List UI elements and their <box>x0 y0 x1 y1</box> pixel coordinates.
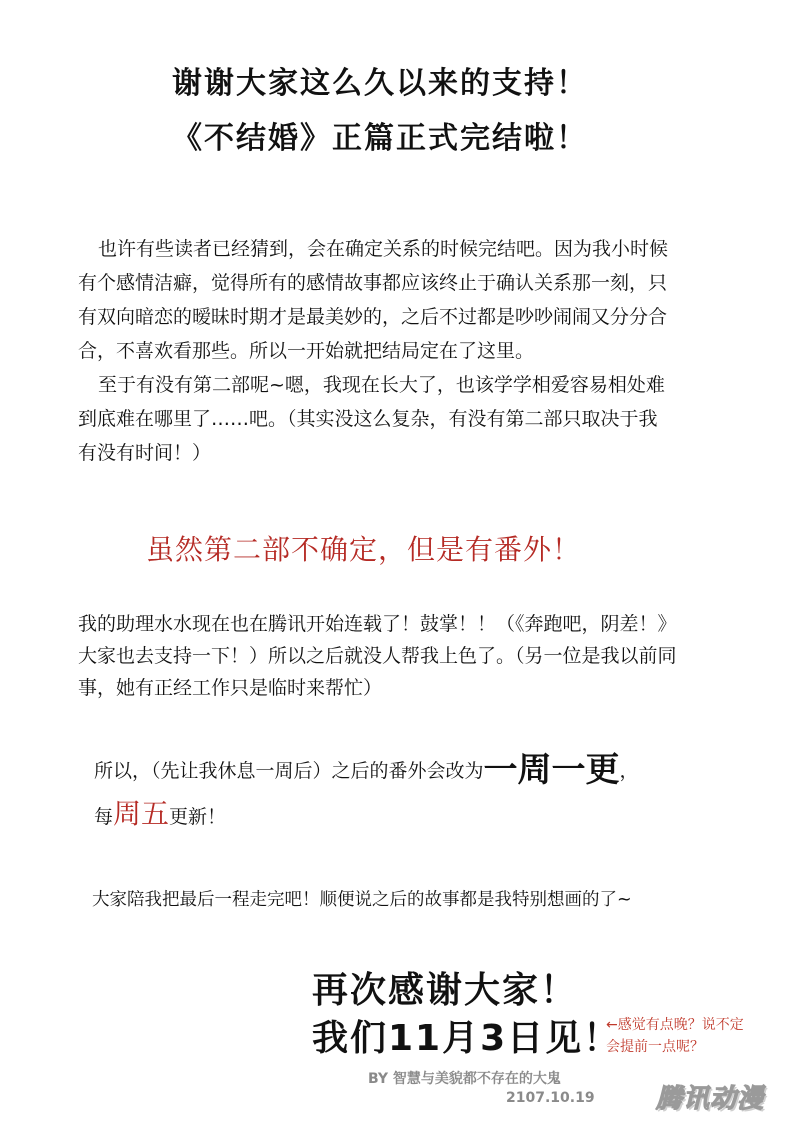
schedule-friday: 周五 <box>113 797 170 830</box>
extra-chapters-highlight: 虽然第二部不确定，但是有番外！ <box>146 533 582 566</box>
schedule-every: 每 <box>94 806 114 828</box>
intro-line: 合，不喜欢看那些。所以一开始就把结局定在了这里。 <box>78 340 535 362</box>
schedule-prefix: 所以，（先让我休息一周后）之后的番外会改为 <box>94 760 484 782</box>
signature-date: 2107.10.19 <box>506 1090 595 1106</box>
intro-line: 至于有没有第二部呢~嗯，我现在长大了，也该学学相爱容易相处难 <box>98 374 665 396</box>
schedule-line-2 <box>94 792 226 832</box>
intro-line: 到底难在哪里了……吧。（其实没这么复杂，有没有第二部只取决于我 <box>78 408 658 430</box>
closing-line: 大家陪我把最后一程走完吧！顺便说之后的故事都是我特别想画的了~ <box>92 890 632 910</box>
title-line-2: 《不结婚》正篇正式完结啦！ <box>172 121 588 156</box>
signature-author: BY 智慧与美貌都不存在的大鬼 <box>368 1071 561 1087</box>
assistant-line: 我的助理水水现在也在腾讯开始连载了！鼓掌！！（《奔跑吧，阴差！》 <box>78 613 677 635</box>
side-note <box>606 1014 744 1058</box>
schedule-weekly: 一周一更 <box>483 750 620 790</box>
intro-paragraph <box>78 232 668 470</box>
side-note-line-2: 会提前一点呢？ <box>606 1039 704 1055</box>
tencent-comics-watermark: 腾讯动漫 <box>656 1084 765 1114</box>
schedule-update: 更新！ <box>169 806 227 828</box>
side-note-line-1: ←感觉有点晚？说不定 <box>606 1017 744 1033</box>
schedule-comma: ， <box>619 760 639 782</box>
intro-line: 有个感情洁癖，觉得所有的感情故事都应该终止于确认关系那一刻，只 <box>78 272 668 294</box>
assistant-line: 事，她有正经工作只是临时来帮忙） <box>78 677 383 699</box>
title-line-1: 谢谢大家这么久以来的支持！ <box>172 66 588 101</box>
thanks-line-2: 我们11月3日见！ <box>312 1018 622 1059</box>
thanks-line-1: 再次感谢大家！ <box>312 970 579 1011</box>
schedule-line-1 <box>94 742 639 791</box>
intro-line: 也许有些读者已经猜到，会在确定关系的时候完结吧。因为我小时候 <box>98 238 669 260</box>
intro-line: 有没有时间！） <box>78 442 212 464</box>
intro-line: 有双向暗恋的暧昧时期才是最美妙的，之后不过都是吵吵闹闹又分分合 <box>78 306 668 328</box>
assistant-paragraph <box>78 608 677 704</box>
assistant-line: 大家也去支持一下！）所以之后就没人帮我上色了。（另一位是我以前同 <box>78 645 677 667</box>
